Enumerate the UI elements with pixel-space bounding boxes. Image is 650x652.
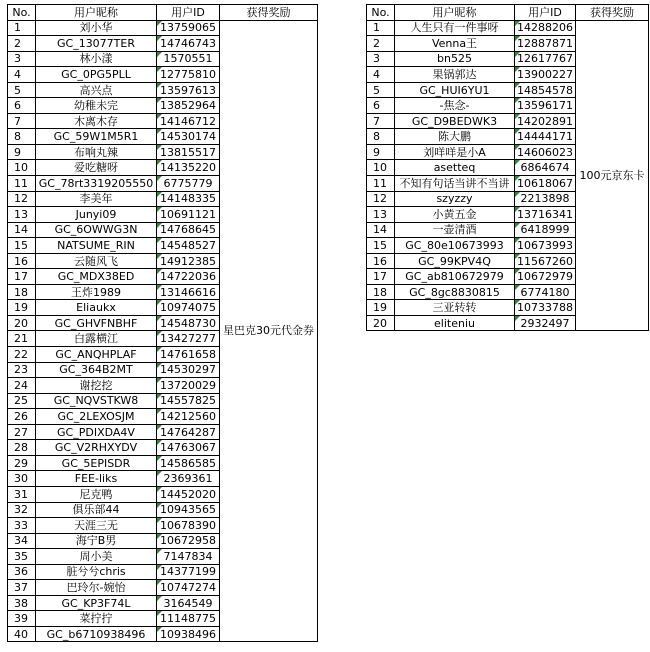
row-number: 24 (8, 378, 36, 394)
user-id: 14763067 (157, 440, 220, 456)
user-nickname: 尼克鸭 (36, 486, 157, 502)
user-nickname: 脏兮兮chris (36, 564, 157, 580)
user-id: 13759065 (157, 20, 220, 36)
user-id: 10974075 (157, 300, 220, 316)
user-id: 14146712 (157, 113, 220, 129)
row-number: 29 (8, 455, 36, 471)
user-id: 10943565 (157, 502, 220, 518)
user-id: 12775810 (157, 67, 220, 83)
user-id: 14912385 (157, 253, 220, 269)
user-nickname: GC_b6710938496 (36, 626, 157, 642)
user-id: 7147834 (157, 549, 220, 565)
row-number: 5 (8, 82, 36, 98)
user-id: 13597613 (157, 82, 220, 98)
header-no: No. (8, 5, 36, 21)
user-nickname: 果锅郭达 (395, 67, 515, 83)
user-nickname: 巴玲尔-婉怡 (36, 580, 157, 596)
row-number: 20 (367, 315, 395, 331)
user-nickname: GC_KP3F74L (36, 595, 157, 611)
user-id: 13720029 (157, 378, 220, 394)
row-number: 34 (8, 533, 36, 549)
user-id: 2213898 (515, 191, 576, 207)
row-number: 3 (8, 51, 36, 67)
user-nickname: 周小美 (36, 549, 157, 565)
user-id: 10672958 (157, 533, 220, 549)
user-id: 10672979 (515, 269, 576, 285)
row-number: 4 (367, 67, 395, 83)
row-number: 25 (8, 393, 36, 409)
user-id: 11148775 (157, 611, 220, 627)
user-id: 6418999 (515, 222, 576, 238)
user-nickname: GC_HUI6YU1 (395, 82, 515, 98)
user-nickname: 菜拧拧 (36, 611, 157, 627)
row-number: 10 (367, 160, 395, 176)
user-id: 11567260 (515, 253, 576, 269)
user-id: 3164549 (157, 595, 220, 611)
user-id: 2932497 (515, 315, 576, 331)
user-id: 13596171 (515, 98, 576, 114)
user-id: 14764287 (157, 424, 220, 440)
row-number: 31 (8, 486, 36, 502)
user-id: 14377199 (157, 564, 220, 580)
header-no: No. (367, 5, 395, 21)
user-nickname: 俱乐部44 (36, 502, 157, 518)
header-user-id: 用户ID (515, 5, 576, 21)
row-number: 4 (8, 67, 36, 83)
user-id: 14212560 (157, 409, 220, 425)
row-number: 7 (367, 113, 395, 129)
user-nickname: GC_99KPV4Q (395, 253, 515, 269)
user-nickname: GC_V2RHXYDV (36, 440, 157, 456)
row-number: 12 (8, 191, 36, 207)
user-id: 14761658 (157, 347, 220, 363)
user-nickname: NATSUME_RIN (36, 238, 157, 254)
row-number: 10 (8, 160, 36, 176)
user-nickname: 白露横江 (36, 331, 157, 347)
row-number: 22 (8, 347, 36, 363)
row-number: 14 (367, 222, 395, 238)
winners-table-jd (366, 4, 649, 331)
header-nickname: 用户昵称 (36, 5, 157, 21)
user-nickname: 高兴点 (36, 82, 157, 98)
row-number: 8 (367, 129, 395, 145)
user-id: 10691121 (157, 207, 220, 223)
row-number: 30 (8, 471, 36, 487)
winners-table-starbucks (7, 4, 318, 642)
user-nickname: 布响丸辣 (36, 144, 157, 160)
row-number: 11 (8, 176, 36, 192)
user-nickname: GC_13077TER (36, 36, 157, 52)
header-user-id: 用户ID (157, 5, 220, 21)
user-nickname: GC_2LEXOSJM (36, 409, 157, 425)
user-nickname: 刘小华 (36, 20, 157, 36)
row-number: 15 (367, 238, 395, 254)
user-nickname: 一壶清酒 (395, 222, 515, 238)
table-row (8, 20, 318, 36)
user-nickname: -焦念- (395, 98, 515, 114)
user-id: 2369361 (157, 471, 220, 487)
reward-cell: 100元京东卡 (576, 20, 649, 331)
row-number: 14 (8, 222, 36, 238)
row-number: 12 (367, 191, 395, 207)
row-number: 6 (367, 98, 395, 114)
table-header-row (367, 5, 649, 21)
row-number: 8 (8, 129, 36, 145)
user-id: 13900227 (515, 67, 576, 83)
user-nickname: 小黄五金 (395, 207, 515, 223)
row-number: 17 (367, 269, 395, 285)
row-number: 13 (367, 207, 395, 223)
user-nickname: 李美年 (36, 191, 157, 207)
user-id: 14530174 (157, 129, 220, 145)
user-id: 14722036 (157, 269, 220, 285)
user-nickname: 谢挖挖 (36, 378, 157, 394)
row-number: 2 (8, 36, 36, 52)
user-nickname: szyzzy (395, 191, 515, 207)
row-number: 37 (8, 580, 36, 596)
user-nickname: GC_D9BEDWK3 (395, 113, 515, 129)
user-id: 13146616 (157, 284, 220, 300)
user-id: 14444171 (515, 129, 576, 145)
user-id: 13852964 (157, 98, 220, 114)
row-number: 36 (8, 564, 36, 580)
row-number: 38 (8, 595, 36, 611)
user-id: 10618067 (515, 176, 576, 192)
user-id: 14548527 (157, 238, 220, 254)
user-nickname: eliteniu (395, 315, 515, 331)
row-number: 1 (8, 20, 36, 36)
row-number: 17 (8, 269, 36, 285)
row-number: 28 (8, 440, 36, 456)
user-nickname: GC_59W1M5R1 (36, 129, 157, 145)
row-number: 16 (8, 253, 36, 269)
row-number: 35 (8, 549, 36, 565)
user-id: 13815517 (157, 144, 220, 160)
row-number: 40 (8, 626, 36, 642)
user-id: 1570551 (157, 51, 220, 67)
row-number: 39 (8, 611, 36, 627)
user-id: 6774180 (515, 284, 576, 300)
table-header-row (8, 5, 318, 21)
user-nickname: GC_8gc8830815 (395, 284, 515, 300)
header-nickname: 用户昵称 (395, 5, 515, 21)
user-nickname: GC_GHVFNBHF (36, 315, 157, 331)
user-id: 12617767 (515, 51, 576, 67)
user-nickname: 不知有句话当讲不当讲 (395, 176, 515, 192)
header-reward: 获得奖励 (576, 5, 649, 21)
user-nickname: 陈大鹏 (395, 129, 515, 145)
user-nickname: GC_PDIXDA4V (36, 424, 157, 440)
row-number: 27 (8, 424, 36, 440)
user-id: 14746743 (157, 36, 220, 52)
user-nickname: 天涯三无 (36, 518, 157, 534)
row-number: 19 (8, 300, 36, 316)
user-nickname: GC_5EPISDR (36, 455, 157, 471)
user-nickname: GC_ANQHPLAF (36, 347, 157, 363)
row-number: 9 (367, 144, 395, 160)
row-number: 19 (367, 300, 395, 316)
user-id: 14548730 (157, 315, 220, 331)
user-nickname: 幼稚未完 (36, 98, 157, 114)
user-nickname: 人生只有一件事呀 (395, 20, 515, 36)
user-id: 6775779 (157, 176, 220, 192)
user-id: 14452020 (157, 486, 220, 502)
user-id: 14768645 (157, 222, 220, 238)
reward-cell: 星巴克30元代金券 (220, 20, 318, 642)
user-nickname: GC_78rt3319205550 (36, 176, 157, 192)
user-id: 6864674 (515, 160, 576, 176)
user-nickname: 刘咩咩是小A (395, 144, 515, 160)
user-id: 10673993 (515, 238, 576, 254)
row-number: 26 (8, 409, 36, 425)
header-reward: 获得奖励 (220, 5, 318, 21)
user-nickname: Junyi09 (36, 207, 157, 223)
user-nickname: 云随风飞 (36, 253, 157, 269)
user-nickname: GC_NQVSTKW8 (36, 393, 157, 409)
user-id: 14854578 (515, 82, 576, 98)
user-id: 14606023 (515, 144, 576, 160)
table-row (367, 20, 649, 36)
user-id: 13716341 (515, 207, 576, 223)
user-id: 10678390 (157, 518, 220, 534)
user-nickname: 林小漾 (36, 51, 157, 67)
user-nickname: GC_6OWWG3N (36, 222, 157, 238)
user-nickname: GC_80e10673993 (395, 238, 515, 254)
user-nickname: bn525 (395, 51, 515, 67)
user-nickname: 三亚转转 (395, 300, 515, 316)
row-number: 6 (8, 98, 36, 114)
row-number: 33 (8, 518, 36, 534)
user-nickname: GC_0PG5PLL (36, 67, 157, 83)
user-id: 14557825 (157, 393, 220, 409)
row-number: 7 (8, 113, 36, 129)
row-number: 23 (8, 362, 36, 378)
user-nickname: GC_MDX38ED (36, 269, 157, 285)
user-nickname: Eliaukx (36, 300, 157, 316)
row-number: 18 (367, 284, 395, 300)
user-id: 13427277 (157, 331, 220, 347)
user-nickname: Venna王 (395, 36, 515, 52)
user-nickname: 木离木存 (36, 113, 157, 129)
user-id: 12887871 (515, 36, 576, 52)
row-number: 5 (367, 82, 395, 98)
user-nickname: 爱吃糖呀 (36, 160, 157, 176)
row-number: 15 (8, 238, 36, 254)
user-nickname: GC_364B2MT (36, 362, 157, 378)
user-id: 14586585 (157, 455, 220, 471)
user-id: 10747274 (157, 580, 220, 596)
row-number: 3 (367, 51, 395, 67)
user-id: 10733788 (515, 300, 576, 316)
row-number: 32 (8, 502, 36, 518)
row-number: 11 (367, 176, 395, 192)
user-id: 14135220 (157, 160, 220, 176)
user-nickname: 海宁B男 (36, 533, 157, 549)
user-nickname: FEE-liks (36, 471, 157, 487)
user-id: 10938496 (157, 626, 220, 642)
user-id: 14288206 (515, 20, 576, 36)
user-nickname: 王炸1989 (36, 284, 157, 300)
row-number: 16 (367, 253, 395, 269)
row-number: 21 (8, 331, 36, 347)
user-nickname: GC_ab810672979 (395, 269, 515, 285)
row-number: 13 (8, 207, 36, 223)
user-id: 14148335 (157, 191, 220, 207)
user-nickname: asetteq (395, 160, 515, 176)
row-number: 2 (367, 36, 395, 52)
row-number: 1 (367, 20, 395, 36)
row-number: 20 (8, 315, 36, 331)
user-id: 14202891 (515, 113, 576, 129)
row-number: 9 (8, 144, 36, 160)
user-id: 14530297 (157, 362, 220, 378)
row-number: 18 (8, 284, 36, 300)
